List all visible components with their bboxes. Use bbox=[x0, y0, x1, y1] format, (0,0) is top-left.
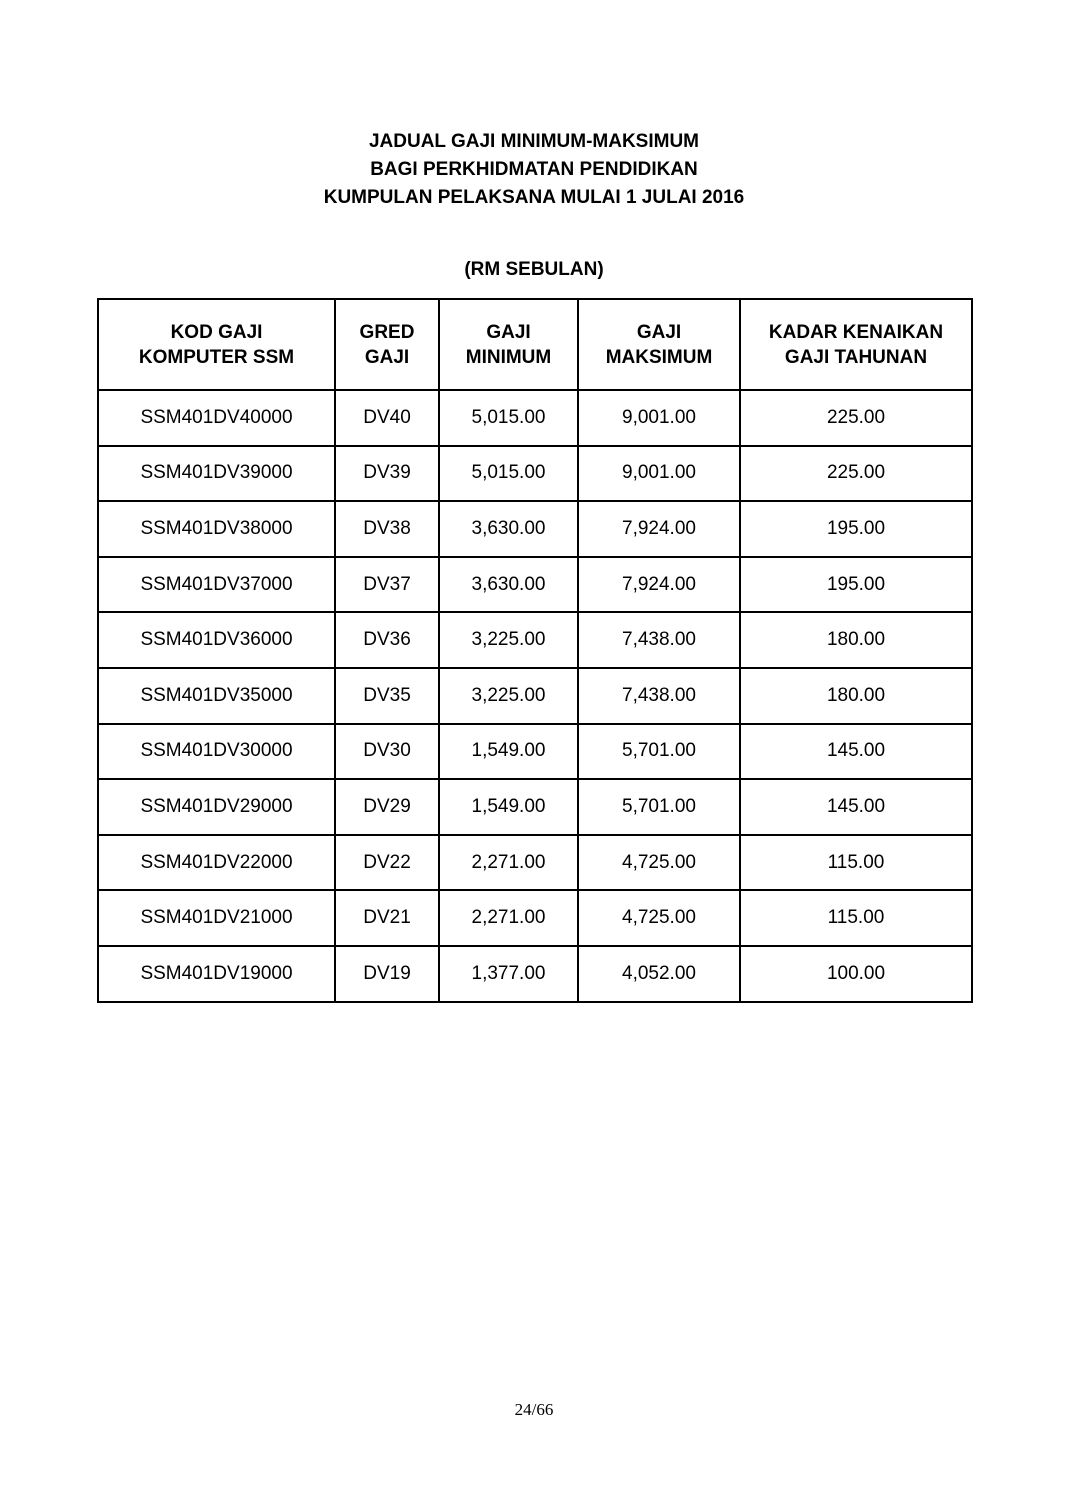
cell-minimum: 1,377.00 bbox=[439, 946, 578, 1002]
cell-maksimum: 9,001.00 bbox=[578, 390, 740, 446]
cell-gred: DV30 bbox=[335, 724, 439, 780]
cell-gred: DV37 bbox=[335, 557, 439, 613]
cell-maksimum: 4,725.00 bbox=[578, 835, 740, 891]
table-row bbox=[98, 501, 972, 557]
header-gaji-maksimum-line2: MAKSIMUM bbox=[605, 346, 713, 368]
cell-gred: DV21 bbox=[335, 890, 439, 946]
cell-gred: DV38 bbox=[335, 501, 439, 557]
cell-minimum: 5,015.00 bbox=[439, 390, 578, 446]
header-kadar-kenaikan bbox=[740, 299, 972, 390]
cell-kenaikan: 180.00 bbox=[740, 668, 972, 724]
table-row bbox=[98, 946, 972, 1002]
table-row bbox=[98, 390, 972, 446]
title-line-2: BAGI PERKHIDMATAN PENDIDIKAN bbox=[370, 159, 698, 180]
cell-gred: DV36 bbox=[335, 612, 439, 668]
cell-minimum: 3,225.00 bbox=[439, 612, 578, 668]
cell-minimum: 1,549.00 bbox=[439, 724, 578, 780]
cell-minimum: 3,225.00 bbox=[439, 668, 578, 724]
document-title bbox=[0, 128, 1068, 212]
cell-gred: DV22 bbox=[335, 835, 439, 891]
cell-maksimum: 5,701.00 bbox=[578, 779, 740, 835]
cell-maksimum: 7,924.00 bbox=[578, 501, 740, 557]
title-line-1: JADUAL GAJI MINIMUM-MAKSIMUM bbox=[368, 131, 700, 152]
cell-kod: SSM401DV37000 bbox=[98, 557, 335, 613]
header-kod-gaji-line2: KOMPUTER SSM bbox=[138, 346, 295, 368]
cell-kenaikan: 100.00 bbox=[740, 946, 972, 1002]
cell-maksimum: 4,725.00 bbox=[578, 890, 740, 946]
cell-maksimum: 4,052.00 bbox=[578, 946, 740, 1002]
header-gaji-maksimum bbox=[578, 299, 740, 390]
cell-kenaikan: 195.00 bbox=[740, 501, 972, 557]
header-kadar-kenaikan-line1: KADAR KENAIKAN bbox=[768, 321, 944, 343]
cell-kenaikan: 115.00 bbox=[740, 890, 972, 946]
cell-kod: SSM401DV29000 bbox=[98, 779, 335, 835]
cell-kenaikan: 145.00 bbox=[740, 779, 972, 835]
header-gaji-minimum bbox=[439, 299, 578, 390]
table-row bbox=[98, 835, 972, 891]
page-number: 24/66 bbox=[514, 1400, 554, 1419]
cell-kenaikan: 115.00 bbox=[740, 835, 972, 891]
cell-kod: SSM401DV38000 bbox=[98, 501, 335, 557]
cell-maksimum: 5,701.00 bbox=[578, 724, 740, 780]
salary-table bbox=[97, 298, 973, 1003]
header-gred-gaji-line2: GAJI bbox=[364, 346, 410, 368]
table-row bbox=[98, 557, 972, 613]
cell-minimum: 1,549.00 bbox=[439, 779, 578, 835]
table-row bbox=[98, 446, 972, 502]
cell-gred: DV39 bbox=[335, 446, 439, 502]
cell-kod: SSM401DV19000 bbox=[98, 946, 335, 1002]
table-row bbox=[98, 612, 972, 668]
title-line-3: KUMPULAN PELAKSANA MULAI 1 JULAI 2016 bbox=[323, 187, 745, 208]
cell-gred: DV40 bbox=[335, 390, 439, 446]
table-row bbox=[98, 724, 972, 780]
cell-kod: SSM401DV39000 bbox=[98, 446, 335, 502]
cell-kod: SSM401DV21000 bbox=[98, 890, 335, 946]
cell-kod: SSM401DV30000 bbox=[98, 724, 335, 780]
cell-minimum: 2,271.00 bbox=[439, 890, 578, 946]
cell-gred: DV29 bbox=[335, 779, 439, 835]
header-gred-gaji-line1: GRED bbox=[359, 321, 415, 343]
cell-minimum: 5,015.00 bbox=[439, 446, 578, 502]
cell-kenaikan: 225.00 bbox=[740, 390, 972, 446]
header-gaji-maksimum-line1: GAJI bbox=[636, 321, 682, 343]
cell-maksimum: 9,001.00 bbox=[578, 446, 740, 502]
cell-kod: SSM401DV35000 bbox=[98, 668, 335, 724]
table-header-row bbox=[98, 299, 972, 390]
cell-kod: SSM401DV22000 bbox=[98, 835, 335, 891]
header-gaji-minimum-line2: MINIMUM bbox=[465, 346, 552, 368]
header-kadar-kenaikan-line2: GAJI TAHUNAN bbox=[784, 346, 928, 368]
cell-kenaikan: 145.00 bbox=[740, 724, 972, 780]
cell-kenaikan: 180.00 bbox=[740, 612, 972, 668]
cell-gred: DV35 bbox=[335, 668, 439, 724]
cell-kod: SSM401DV40000 bbox=[98, 390, 335, 446]
cell-kenaikan: 225.00 bbox=[740, 446, 972, 502]
cell-minimum: 2,271.00 bbox=[439, 835, 578, 891]
table-row bbox=[98, 890, 972, 946]
table-row bbox=[98, 668, 972, 724]
cell-minimum: 3,630.00 bbox=[439, 501, 578, 557]
cell-gred: DV19 bbox=[335, 946, 439, 1002]
header-gaji-minimum-line1: GAJI bbox=[486, 321, 531, 343]
cell-maksimum: 7,438.00 bbox=[578, 668, 740, 724]
cell-kod: SSM401DV36000 bbox=[98, 612, 335, 668]
cell-minimum: 3,630.00 bbox=[439, 557, 578, 613]
cell-maksimum: 7,924.00 bbox=[578, 557, 740, 613]
header-kod-gaji-line1: KOD GAJI bbox=[170, 321, 263, 343]
table-row bbox=[98, 779, 972, 835]
cell-maksimum: 7,438.00 bbox=[578, 612, 740, 668]
header-gred-gaji bbox=[335, 299, 439, 390]
unit-label: (RM SEBULAN) bbox=[464, 259, 604, 280]
header-kod-gaji bbox=[98, 299, 335, 390]
cell-kenaikan: 195.00 bbox=[740, 557, 972, 613]
